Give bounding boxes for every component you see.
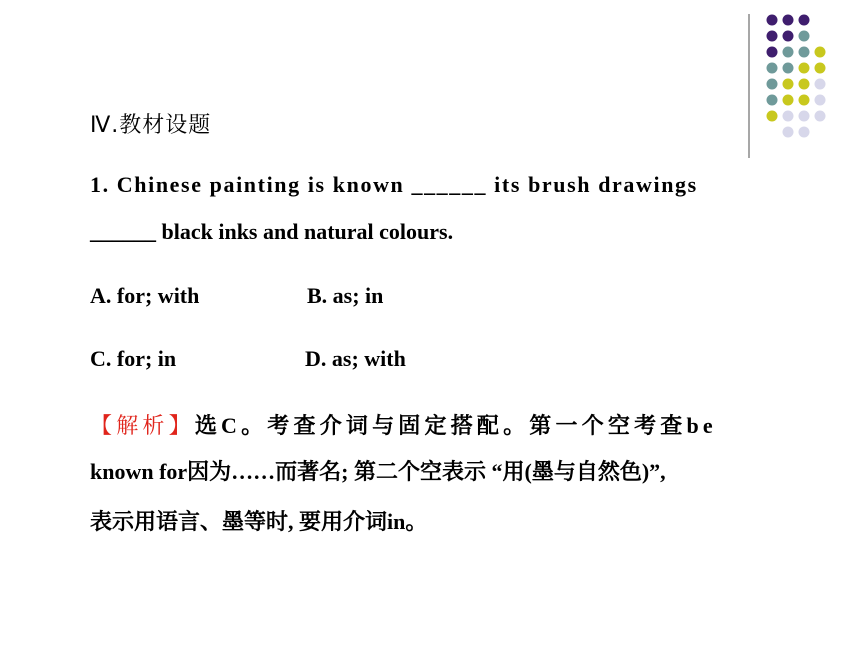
decorative-dot [783,47,794,58]
decorative-dot [767,79,778,90]
option-d: D. as; with [305,346,406,371]
decorative-dot [815,95,826,106]
decorative-dot [815,47,826,58]
question-line-2: ______ black inks and natural colours. [90,219,454,244]
decorative-dot [767,111,778,122]
decorative-dot [799,127,810,138]
explanation-line-1 [90,409,717,440]
decorative-dot [783,79,794,90]
decorative-dot [767,63,778,74]
decorative-dot [783,95,794,106]
decorative-dot [799,63,810,74]
decorative-dot [799,31,810,42]
explanation-tag: 【解析】 [90,414,195,439]
question-line-1: 1. Chinese painting is known ______ its brush drawings [90,172,698,197]
explanation-line-1-text: 选C。考查介词与固定搭配。第一个空考查be [194,413,717,438]
decorative-dot [783,31,794,42]
decorative-dot [815,111,826,122]
decorative-dot [799,15,810,26]
decorative-dot [815,79,826,90]
decorative-dot [767,95,778,106]
decorative-dot [767,47,778,58]
section-heading: Ⅳ.教材设题 [90,113,212,138]
decorative-dot [783,111,794,122]
decorative-dot [799,111,810,122]
decorative-dot [767,31,778,42]
decorative-dot [783,127,794,138]
option-a: A. for; with [90,283,200,308]
option-b: B. as; in [307,283,384,308]
decorative-dot [799,95,810,106]
decorative-dot [799,47,810,58]
decorative-dot [815,63,826,74]
explanation-line-2: known for因为……而著名; 第二个空表示 “用(墨与自然色)”, [90,459,666,484]
explanation-line-3: 表示用语言、墨等时, 要用介词in。 [90,509,428,534]
option-c: C. for; in [90,346,177,371]
decorative-dot [799,79,810,90]
decorative-dot [767,15,778,26]
decorative-dot [783,15,794,26]
decorative-dot [783,63,794,74]
